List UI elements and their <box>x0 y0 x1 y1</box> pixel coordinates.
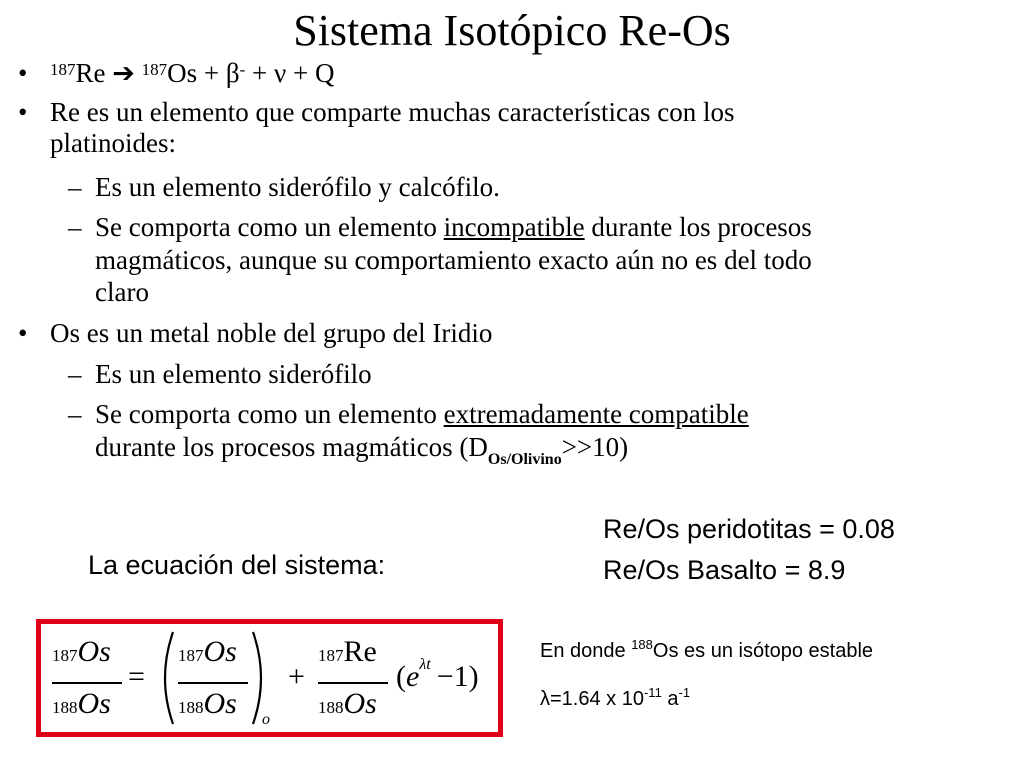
subscript-o: o <box>262 711 270 728</box>
bullet-marker: • <box>18 318 28 348</box>
slide-title: Sistema Isotópico Re-Os <box>293 6 731 55</box>
plus-sign: + <box>288 660 305 693</box>
fraction-bar <box>318 682 388 684</box>
sub-bullet-incompatible-line3: claro <box>95 277 149 307</box>
fraction-bar <box>178 682 248 684</box>
sub-bullet-compatible-line1: Se comporta como un elemento extremadamente compatible <box>95 399 749 429</box>
sub-bullet-incompatible-line2: magmáticos, aunque su comportamiento exacto aún no es del todo <box>95 245 812 275</box>
dash-marker: – <box>68 399 82 429</box>
bullet-marker: • <box>18 58 28 88</box>
note-stable-isotope: En donde $^{188}$Os es un isótopo estable <box>540 637 874 662</box>
re-denominator: 188Os <box>318 687 377 720</box>
lhs-denominator: 188Os <box>52 687 111 720</box>
equation-label: La ecuación del sistema: <box>88 550 386 580</box>
re-numerator: 187Re <box>318 635 377 668</box>
sub-bullet-siderofilo: Es un elemento siderófilo <box>95 359 372 389</box>
dash-marker: – <box>68 212 82 242</box>
ratio-basalto: Re/Os Basalto = 8.9 <box>603 555 846 585</box>
sub-bullet-siderofilo-calcofilo: Es un elemento siderófilo y calcófilo. <box>95 172 500 202</box>
sub-bullet-incompatible-line1: Se comporta como un elemento incompatible durante los procesos <box>95 212 812 242</box>
fraction-bar <box>52 682 122 684</box>
dash-marker: – <box>68 172 82 202</box>
bullet-re-line2: platinoides: <box>50 128 176 158</box>
initial-numerator: 187Os <box>178 635 237 668</box>
sub-bullet-compatible-line2: durante los procesos magmáticos $(D_{Os/Olivino}>>10)$ <box>95 432 629 468</box>
dash-marker: – <box>68 359 82 389</box>
bullet-marker: • <box>18 97 28 127</box>
bullet-re-line1: Re es un elemento que comparte muchas características con los <box>50 97 735 127</box>
equals-sign: = <box>128 660 145 693</box>
note-lambda: λ=1.64 x $10^{-11}$ $a^{-1}$ <box>540 685 691 710</box>
initial-denominator: 188Os <box>178 687 237 720</box>
ratio-peridotitas: Re/Os peridotitas = 0.08 <box>603 514 895 544</box>
lhs-numerator: 187Os <box>52 635 111 668</box>
right-arrow-icon: ➔ <box>112 58 135 88</box>
bullet-os: Os es un metal noble del grupo del Iridio <box>50 318 493 348</box>
decay-reaction: $^{187}$Re ➔ $^{187}$Os + β- + ν + Q <box>50 58 335 88</box>
exp-term: $(e^{\lambda t} -1)$ <box>396 656 479 693</box>
